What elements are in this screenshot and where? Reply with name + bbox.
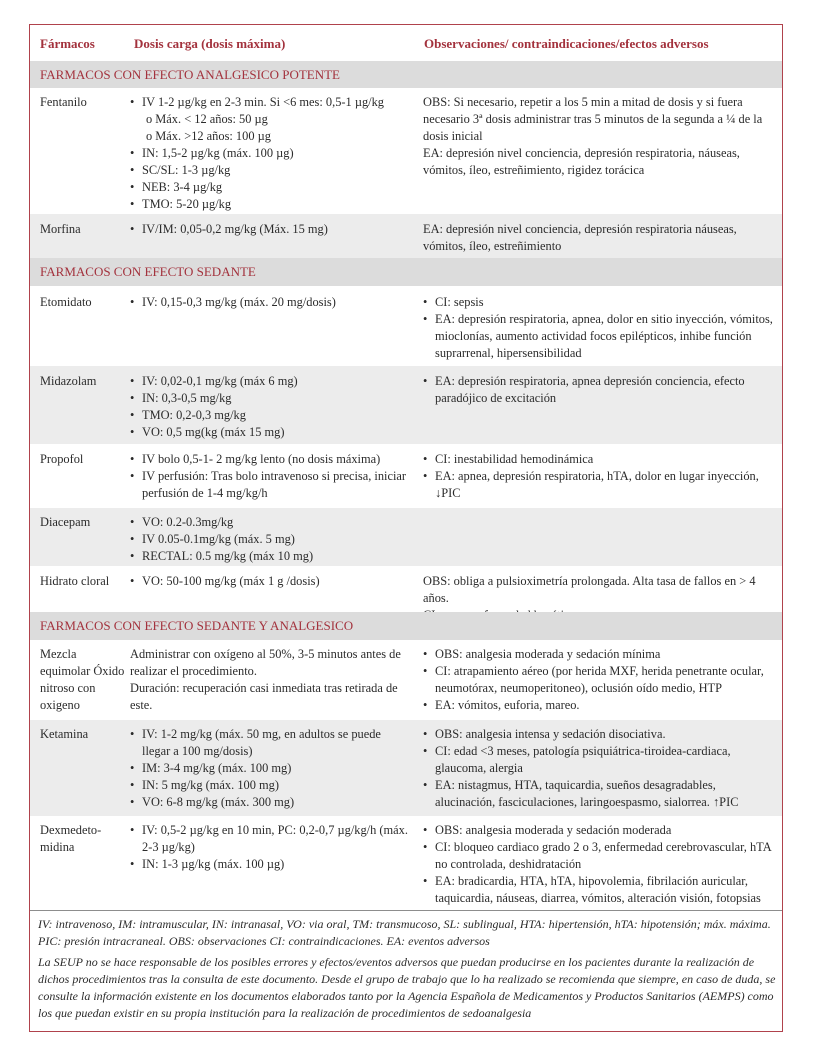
obs-item: • CI: bloqueo cardiaco grado 2 o 3, enfermedad cerebrovascular, hTA no controlada, deshidratación [423,839,778,873]
obs-text: OBS: obliga a pulsioximetría prolongada. Alta tasa de fallos en > 4 años. [423,574,756,605]
dose-item: • IN: 1,5-2 µg/kg (máx. 100 µg) [130,145,410,162]
dose-item: • IN: 0,3-0,5 mg/kg [130,390,410,407]
drug-row-midazolam [30,366,782,444]
drug-name: Fentanilo [40,95,87,109]
footer-divider [30,910,782,911]
obs-item: • EA: bradicardia, HTA, hTA, hipovolemia, fibrilación auricular, taquicardia, náuseas, diarrea, vómitos, alteración visión, fotopsias [423,873,778,907]
obs-item: • CI: atrapamiento aéreo (por herida MXF, herida penetrante ocular, neumotórax, neumoperitoneo), oclusión oído medio, HTP [423,663,778,697]
obs-item: • CI: inestabilidad hemodinámica [423,451,778,468]
obs-cell [423,451,778,502]
drug-row-morfina [30,214,782,258]
obs-item: • EA: apnea, depresión respiratoria, hTA, dolor en lugar inyección, ↓PIC [423,468,778,502]
obs-cell [423,646,778,714]
obs-item: • EA: depresión respiratoria, apnea, dolor en sitio inyección, vómitos, mioclonías, aumento actividad focos epilépticos, inhibe función suprarrenal, hipersensibilidad [423,311,778,362]
section-sedante: FARMACOS CON EFECTO SEDANTE [30,258,782,286]
dose-cell [130,294,410,311]
dose-item: • VO: 6-8 mg/kg (máx. 300 mg) [130,794,410,811]
dose-item: • IV/IM: 0,05-0,2 mg/kg (Máx. 15 mg) [130,221,410,238]
section-analgesico-potente: FARMACOS CON EFECTO ANALGESICO POTENTE [30,61,782,88]
dose-cell [130,646,410,714]
obs-cell [423,294,778,362]
drug-row-hidrato-cloral [30,566,782,612]
dose-subitem: o Máx. < 12 años: 50 µg [146,112,268,126]
dose-text: Administrar con oxígeno al 50%, 3-5 minutos antes de realizar el procedimiento. [130,647,401,678]
ea-text: EA: depresión nivel conciencia, depresión respiratoria náuseas, vómitos, íleo, estreñimiento [423,222,737,253]
dose-item: • TMO: 5-20 µg/kg [130,196,410,213]
obs-cell [423,822,778,907]
dose-item: • IM: 3-4 mg/kg (máx. 100 mg) [130,760,410,777]
drug-name: Dexmedeto-midina [40,823,102,854]
drug-name: Ketamina [40,727,89,741]
obs-item: • OBS: analgesia moderada y sedación moderada [423,822,778,839]
ea-text: EA: depresión nivel conciencia, depresión respiratoria, náuseas, vómitos, íleo, estreñimiento, rigidez torácica [423,146,740,177]
dose-item: • IV bolo 0,5-1- 2 mg/kg lento (no dosis máxima) [130,451,410,468]
drug-name: Morfina [40,222,81,236]
obs-cell [423,373,778,407]
header-observaciones: Observaciones/ contraindicaciones/efectos adversos [424,36,709,51]
dose-cell [130,94,410,213]
dose-cell [130,573,410,590]
dose-cell [130,373,410,441]
dose-text: Duración: recuperación casi inmediata tras retirada de este. [130,681,398,712]
obs-cell [423,221,778,255]
header-farmacos: Fármacos [40,36,95,51]
obs-text: OBS: Si necesario, repetir a los 5 min a mitad de dosis y si fuera necesario 3ª dosis administrar tras 5 minutos de la segunda a ¼ de la dosis inicial [423,95,763,143]
abbreviations-note: IV: intravenoso, IM: intramuscular, IN: intranasal, VO: via oral, TM: transmucoso, SL: sublingual, HTA: hipertensión, hTA: hipotensión; máx. máxima. PIC: presión intracraneal. OBS: observaciones CI: contraindicaciones. EA: eventos adversos [38,917,771,948]
dose-item: • IN: 1-3 µg/kg (máx. 100 µg) [130,856,410,873]
dose-cell [130,514,410,565]
section-sedante-analgesico: FARMACOS CON EFECTO SEDANTE Y ANALGESICO [30,612,782,640]
header-dosis: Dosis carga (dosis máxima) [134,36,286,51]
dose-item: • IV: 0,5-2 µg/kg en 10 min, PC: 0,2-0,7 µg/kg/h (máx. 2-3 µg/kg) [130,822,410,856]
obs-item: • EA: nistagmus, HTA, taquicardia, sueños desagradables, alucinación, fasciculaciones, laringoespasmo, sialorrea. ↑PIC [423,777,778,811]
dose-item: • IV perfusión: Tras bolo intravenoso si precisa, iniciar perfusión de 1-4 mg/kg/h [130,468,410,502]
dose-subitem: o Máx. >12 años: 100 µg [146,129,271,143]
drug-row-propofol [30,444,782,508]
drug-name: Hidrato cloral [40,574,110,588]
drug-name: Diacepam [40,515,91,529]
drug-row-fentanilo [30,88,782,214]
drug-row-mezcla-equimolar [30,640,782,720]
obs-item: • OBS: analgesia intensa y sedación disociativa. [423,726,778,743]
obs-cell [423,726,778,811]
dose-item: • VO: 0,5 mg(kg (máx 15 mg) [130,424,410,441]
dose-item: • TMO: 0,2-0,3 mg/kg [130,407,410,424]
drug-row-ketamina [30,720,782,816]
dose-item: • RECTAL: 0.5 mg/kg (máx 10 mg) [130,548,410,565]
obs-item: • OBS: analgesia moderada y sedación mínima [423,646,778,663]
drug-name: Midazolam [40,374,97,388]
drug-row-etomidato [30,286,782,366]
dose-item: • IV: 1-2 mg/kg (máx. 50 mg, en adultos se puede llegar a 100 mg/dosis) [130,726,410,760]
dose-item: • VO: 50-100 mg/kg (máx 1 g /dosis) [130,573,410,590]
dose-item: • NEB: 3-4 µg/kg [130,179,410,196]
drug-row-diacepam [30,508,782,566]
dose-item: • IV 0.05-0.1mg/kg (máx. 5 mg) [130,531,410,548]
dose-cell [130,451,410,502]
drug-name: Etomidato [40,295,92,309]
obs-item: • CI: edad <3 meses, patología psiquiátrica-tiroidea-cardiaca, glaucoma, alergia [423,743,778,777]
obs-item: • EA: depresión respiratoria, apnea depresión conciencia, efecto paradójico de excitación [423,373,778,407]
dose-cell [130,221,410,238]
dose-cell [130,726,410,811]
dose-item: • IV: 0,02-0,1 mg/kg (máx 6 mg) [130,373,410,390]
obs-cell [423,94,778,179]
drug-row-dexmedetomidina [30,816,782,908]
dose-item: • IV: 0,15-0,3 mg/kg (máx. 20 mg/dosis) [130,294,410,311]
obs-item: • EA: vómitos, euforia, mareo. [423,697,778,714]
dose-item: • IV 1-2 µg/kg en 2-3 min. Si <6 mes: 0,5-1 µg/kg [130,94,410,111]
disclaimer-note: La SEUP no se hace responsable de los posibles errores y efectos/eventos adversos que puedan producirse en los pacientes durante la realización de dichos procedimientos tras la consulta de este documento. Desde el grupo de trabajo que lo ha realizado se recomienda que siempre, en caso de duda, se consulte la información existente en los documentos elaborados tanto por la Agencia Española de Medicamentos y Productos Sanitarios (AEMPS) como los que puedan existir en su propia institución para la realización de procedimientos de sedoanalgesia [38,955,776,1020]
obs-item: • CI: sepsis [423,294,778,311]
drug-name: Mezcla equimolar Óxido nitroso con oxigeno [40,647,125,712]
dose-item: • SC/SL: 1-3 µg/kg [130,162,410,179]
drug-name: Propofol [40,452,84,466]
dose-item: • VO: 0.2-0.3mg/kg [130,514,410,531]
dose-item: • IN: 5 mg/kg (máx. 100 mg) [130,777,410,794]
dose-cell [130,822,410,873]
